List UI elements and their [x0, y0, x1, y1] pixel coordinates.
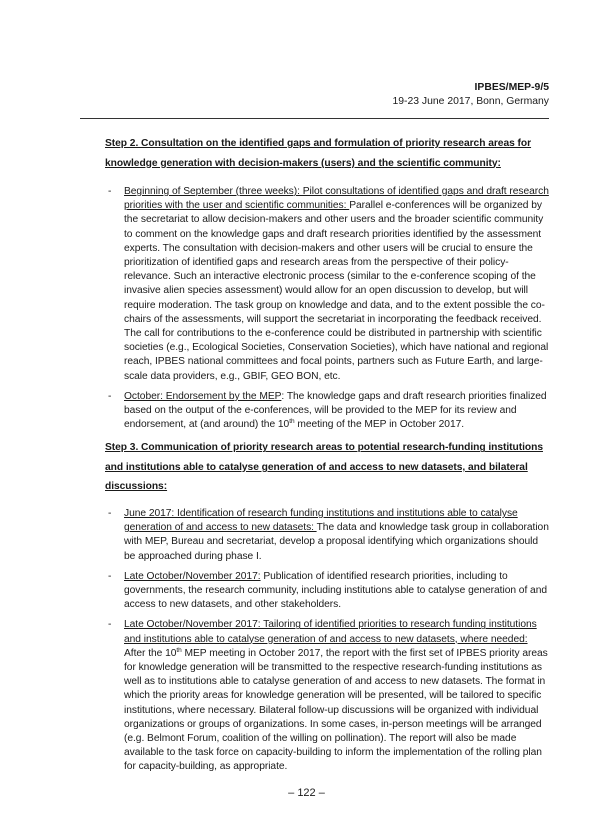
list-item — [105, 618, 550, 774]
list-item — [105, 390, 550, 433]
document-body — [105, 134, 550, 781]
step-3-list — [105, 507, 550, 775]
page-number: – 122 – — [288, 787, 325, 799]
document-id: IPBES/MEP-9/5 — [474, 82, 549, 93]
item-text: : The knowledge gaps and draft research priorities finalized based on the output of the e-conferences, will be provided to the MEP for its review and endorsement, at (and around) the 10 — [124, 390, 547, 431]
header-rule — [80, 118, 549, 119]
step-3-heading: Step 3. Communication of priority research areas to potential research-funding institutions and institutions able to catalyse generation of and access to new datasets, and bilateral discussions: — [105, 442, 543, 493]
list-item — [105, 507, 550, 564]
item-text: Parallel e-conferences will be organized by the secretariat to allow decision-makers and other users and the broader scientific community to comment on the knowledge gaps and draft research priorities identified by the assessment experts. The consultation with decision-makers and other users will be crucial to ensure the prioritization of identified gaps and research areas from the perspective of their policy-relevance. Such an interactive electronic process (similar to the e-conference scoping of the invasive alien species assessment) would allow for an open discussion to develop, but will require moderation. The task group on knowledge and data, and to the extent possible the co-chairs of the assessments, will support the secretariat in incorporating the feedback received. The call for contributions to the e-conference could be distributed in partnership with scientific societies (e.g., Ecological Societies, Conservation Societies), which have national and regional reach, IPBES national committees and focal points, partners such as Future Earth, and large-scale data providers, e.g., GBIF, GEO BON, etc. — [124, 200, 549, 382]
list-item — [105, 570, 550, 613]
item-label: June 2017: Identification of research funding institutions and institutions able to catalyse generation of and access to new datasets: — [124, 507, 518, 534]
ordinal-superscript: th — [176, 646, 182, 654]
item-text-cont: MEP meeting in October 2017, the report with the first set of IPBES priority areas for knowledge generation will be transmitted to the respective research-funding institutions as well as to institutions able to catalyse generation of and access to new datasets. The format in which the priority areas for knowledge generation will be presented, will be tailored to specific institutions, where necessary. Bilateral follow-up discussions will be organized with individual organizations or groups of organizations. In some cases, in-person meetings will be arranged (e.g. Belmont Forum, coalition of the willing on pollination). The report will also be made available to the task force on capacity-building to inform the implementation of the rolling plan for capacity-building, as appropriate. — [124, 647, 548, 773]
page-header — [392, 81, 549, 109]
step-2-list — [105, 185, 550, 432]
list-marker: - — [108, 570, 112, 582]
list-marker: - — [108, 390, 112, 402]
item-label: October: Endorsement by the MEP — [124, 390, 282, 402]
list-marker: - — [108, 507, 112, 519]
item-text: The data and knowledge task group in collaboration with MEP, Bureau and secretariat, develop a proposal identifying which organizations should be approached during phase I. — [124, 522, 549, 562]
item-label: Beginning of September (three weeks): Pilot consultations of identified gaps and draft research priorities with the user and scientific communities: — [124, 186, 549, 212]
step-2-heading: Step 2. Consultation on the identified gaps and formulation of priority research areas for knowledge generation with decision-makers (users) and the scientific community: — [105, 138, 532, 169]
ordinal-superscript: th — [289, 418, 295, 426]
list-marker: - — [108, 619, 112, 631]
item-text-cont: meeting of the MEP in October 2017. — [294, 419, 465, 431]
list-item — [105, 185, 550, 384]
item-text: Publication of identified research priorities, including to governments, the research community, including institutions able to catalyse generation of and access to new datasets, and other stakeholders. — [124, 570, 548, 611]
item-text: After the 10 — [124, 647, 177, 659]
meeting-info: 19-23 June 2017, Bonn, Germany — [392, 96, 549, 107]
list-marker: - — [108, 186, 112, 197]
item-label: Late October/November 2017: Tailoring of identified priorities to research funding institutions and institutions able to catalyse generation of and access to new datasets, where needed: — [124, 619, 537, 645]
item-label: Late October/November 2017: — [124, 570, 261, 582]
